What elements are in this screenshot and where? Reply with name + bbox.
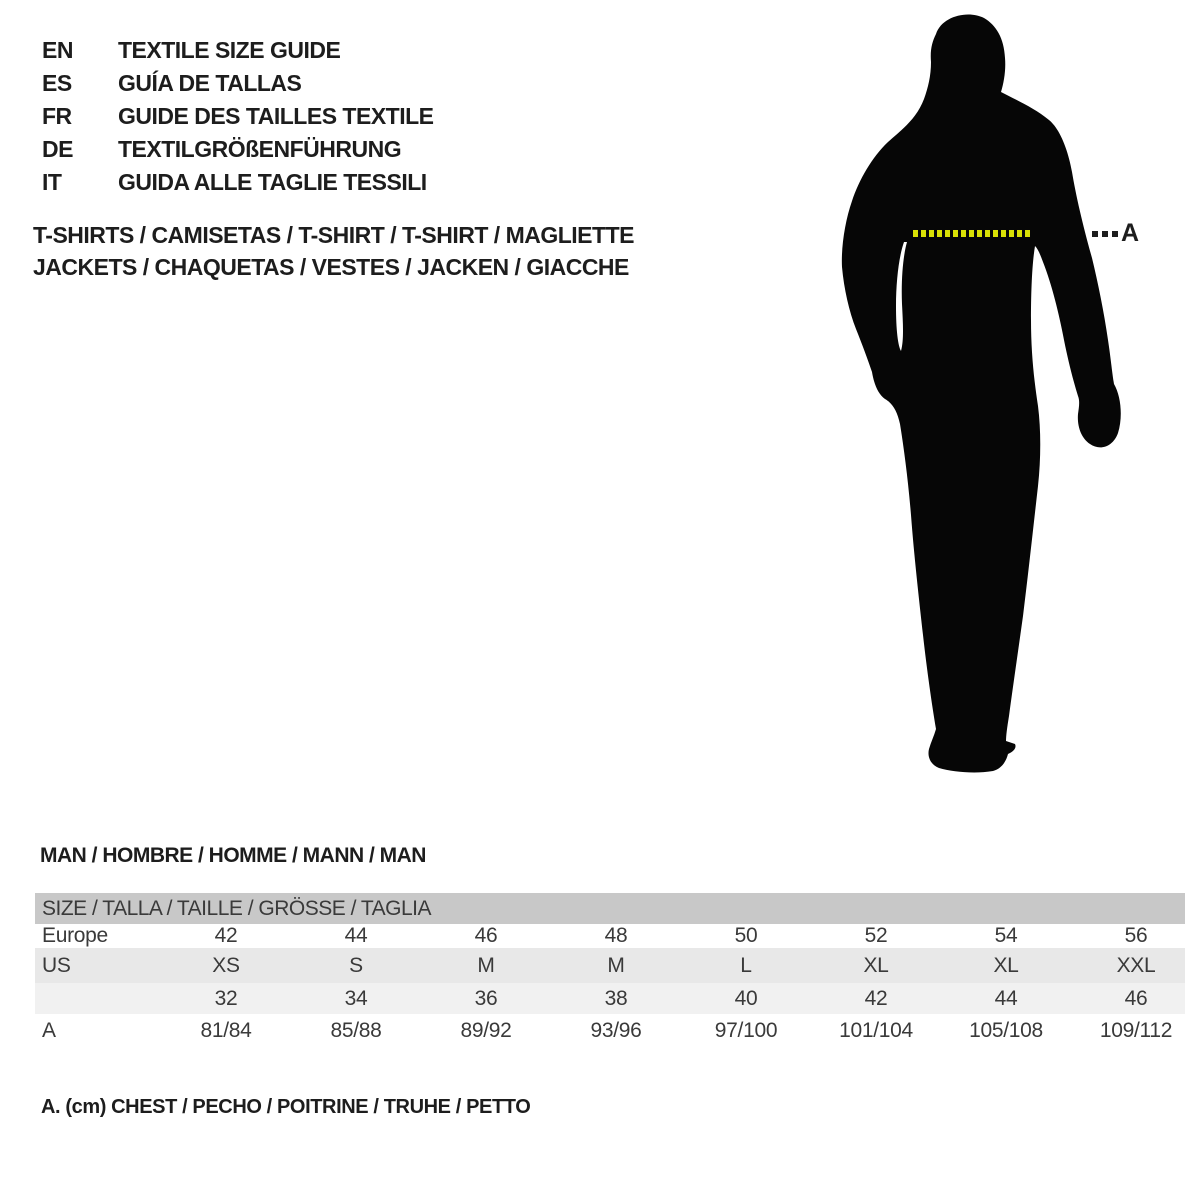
size-table	[35, 893, 1185, 1048]
size-cell: 81/84	[200, 1019, 252, 1042]
row-label: Europe	[42, 924, 108, 947]
language-code: EN	[42, 37, 73, 63]
size-cell: 50	[734, 924, 758, 947]
size-cell: 40	[734, 986, 758, 1010]
size-cell: 52	[864, 924, 888, 947]
size-cell: M	[607, 953, 625, 977]
language-code: DE	[42, 136, 73, 162]
size-cell: S	[349, 953, 363, 977]
size-table-rows	[35, 924, 1185, 1048]
size-cell: XXL	[1116, 953, 1156, 977]
size-cell: XS	[212, 953, 240, 977]
size-cell: M	[477, 953, 495, 977]
size-cell: 44	[994, 986, 1018, 1010]
section-heading-man: MAN / HOMBRE / HOMME / MANN / MAN	[40, 844, 426, 867]
size-table-header: SIZE / TALLA / TAILLE / GRÖSSE / TAGLIA	[35, 893, 1185, 924]
table-row	[35, 1014, 1185, 1048]
table-row	[35, 983, 1185, 1014]
size-cell: XL	[863, 953, 889, 977]
language-label: TEXTILE SIZE GUIDE	[118, 37, 341, 63]
table-row	[35, 924, 1185, 948]
language-label: GUIDA ALLE TAGLIE TESSILI	[118, 169, 427, 195]
size-cell: 56	[1124, 924, 1148, 947]
size-cell: 38	[604, 986, 628, 1010]
measure-pointer-dashes	[1092, 231, 1119, 237]
size-cell: 109/112	[1099, 1019, 1173, 1042]
size-cell: 85/88	[330, 1019, 382, 1042]
language-guide	[42, 34, 434, 199]
language-code: ES	[42, 70, 72, 96]
figure-area	[820, 0, 1200, 800]
size-cell: 34	[344, 986, 368, 1010]
language-row	[42, 67, 434, 100]
row-label: A	[42, 1019, 56, 1042]
chest-measure-dotted-line	[913, 230, 1033, 237]
size-cell: 89/92	[460, 1019, 512, 1042]
size-cell: 101/104	[839, 1019, 913, 1042]
size-cell: 42	[864, 986, 888, 1010]
size-cell: 46	[1124, 986, 1148, 1010]
product-categories	[33, 219, 634, 283]
size-cell: L	[740, 953, 752, 977]
language-code: FR	[42, 103, 72, 129]
language-label: TEXTILGRÖßENFÜHRUNG	[118, 136, 402, 162]
man-silhouette	[820, 0, 1200, 800]
language-label: GUÍA DE TALLAS	[118, 70, 302, 96]
language-code: IT	[42, 169, 62, 195]
product-line: T-SHIRTS / CAMISETAS / T-SHIRT / T-SHIRT / MAGLIETTE	[33, 222, 634, 248]
size-cell: 48	[604, 924, 628, 947]
size-cell: 42	[214, 924, 238, 947]
size-cell: 97/100	[714, 1019, 778, 1042]
table-row	[35, 948, 1185, 983]
size-cell: XL	[993, 953, 1019, 977]
size-cell: 54	[994, 924, 1018, 947]
size-cell: 93/96	[590, 1019, 642, 1042]
language-row	[42, 100, 434, 133]
measurement-footnote: A. (cm) CHEST / PECHO / POITRINE / TRUHE / PETTO	[41, 1096, 531, 1118]
language-row	[42, 34, 434, 67]
language-row	[42, 133, 434, 166]
language-label: GUIDE DES TAILLES TEXTILE	[118, 103, 434, 129]
row-label: US	[42, 953, 71, 977]
product-line: JACKETS / CHAQUETAS / VESTES / JACKEN / GIACCHE	[33, 254, 629, 280]
size-cell: 46	[474, 924, 498, 947]
size-cell: 36	[474, 986, 498, 1010]
size-cell: 105/108	[969, 1019, 1043, 1042]
language-row	[42, 166, 434, 199]
size-cell: 32	[214, 986, 238, 1010]
size-cell: 44	[344, 924, 368, 947]
measure-label-a: A	[1121, 219, 1140, 247]
